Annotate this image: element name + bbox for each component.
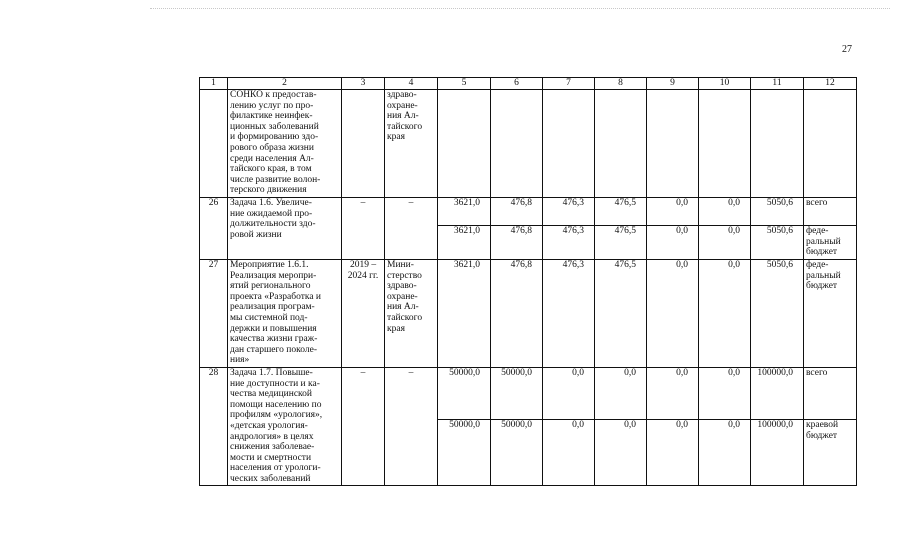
header-cell: 10 [699, 78, 751, 90]
description-cell: Мероприятие 1.6.1. Реализация меропри- ятий регионального проекта «Разработка и реализация програм- мы системной под- держки и повышения качества жизни граж- дан старшего поколе- ния» [228, 260, 342, 368]
total-cell: 5050,6 [751, 198, 804, 226]
value-cell: 0,0 [647, 226, 699, 260]
value-cell: 476,5 [595, 226, 647, 260]
value-cell: 476,8 [491, 260, 543, 368]
header-cell: 8 [595, 78, 647, 90]
value-cell: 0,0 [647, 260, 699, 368]
value-cell: 3621,0 [438, 260, 491, 368]
period-cell: 2019 – 2024 гг. [342, 260, 385, 368]
value-cell: 0,0 [647, 420, 699, 486]
header-cell: 6 [491, 78, 543, 90]
value-cell: 0,0 [699, 420, 751, 486]
executor-cell: здраво- охране- ния Ал- тайского края [385, 90, 438, 198]
value-cell: 0,0 [595, 420, 647, 486]
header-cell: 7 [543, 78, 595, 90]
header-cell: 9 [647, 78, 699, 90]
description-cell: Задача 1.7. Повыше- ние доступности и ка- чества медицинской помощи населению по профилям «урология», «детская урология- андрология» в целях снижения заболевае- мости и смертности населения от урологи- ческих заболеваний [228, 368, 342, 486]
value-cell: 476,3 [543, 260, 595, 368]
row-number-cell: 26 [200, 198, 228, 260]
value-cell: 0,0 [647, 198, 699, 226]
source-cell: краевой бюджет [804, 420, 857, 486]
value-cell: 0,0 [699, 368, 751, 420]
executor-cell: – [385, 198, 438, 260]
value-cell: 50000,0 [438, 368, 491, 420]
header-cell: 5 [438, 78, 491, 90]
table-row [200, 198, 857, 226]
page-number: 27 [842, 44, 852, 55]
total-cell: 5050,6 [751, 260, 804, 368]
period-cell [342, 90, 385, 198]
period-cell: – [342, 198, 385, 260]
value-cell: 476,3 [543, 198, 595, 226]
row-number-cell: 27 [200, 260, 228, 368]
value-cell: 476,5 [595, 198, 647, 226]
source-cell: феде- ральный бюджет [804, 260, 857, 368]
executor-cell: – [385, 368, 438, 486]
source-cell: всего [804, 368, 857, 420]
value-cell: 0,0 [595, 368, 647, 420]
value-cell: 476,8 [491, 198, 543, 226]
value-cell: 3621,0 [438, 198, 491, 226]
value-cell: 3621,0 [438, 226, 491, 260]
source-cell: феде- ральный бюджет [804, 226, 857, 260]
row-number-cell [200, 90, 228, 198]
total-cell: 100000,0 [751, 368, 804, 420]
value-cell: 0,0 [647, 368, 699, 420]
value-cell: 0,0 [699, 260, 751, 368]
scan-edge-line [150, 8, 890, 9]
header-cell: 1 [200, 78, 228, 90]
value-cell: 50000,0 [491, 420, 543, 486]
table-row [200, 260, 857, 368]
budget-table [199, 77, 857, 486]
total-cell: 100000,0 [751, 420, 804, 486]
header-cell: 2 [228, 78, 342, 90]
header-cell: 12 [804, 78, 857, 90]
executor-cell: Мини- стерство здраво- охране- ния Ал- тайского края [385, 260, 438, 368]
header-cell: 11 [751, 78, 804, 90]
total-cell: 5050,6 [751, 226, 804, 260]
table-row [200, 368, 857, 420]
value-cell: 0,0 [543, 420, 595, 486]
header-cell: 3 [342, 78, 385, 90]
value-cell: 0,0 [543, 368, 595, 420]
value-cell: 476,5 [595, 260, 647, 368]
value-cell: 50000,0 [438, 420, 491, 486]
row-number-cell: 28 [200, 368, 228, 486]
description-cell: Задача 1.6. Увеличе- ние ожидаемой про- должительности здо- ровой жизни [228, 198, 342, 260]
period-cell: – [342, 368, 385, 486]
header-row [200, 78, 857, 90]
header-cell: 4 [385, 78, 438, 90]
value-cell: 476,8 [491, 226, 543, 260]
value-cell: 0,0 [699, 226, 751, 260]
description-cell: СОНКО к предостав- лению услуг по про- филактике неинфек- ционных заболеваний и формированию здо- рового образа жизни среди населения Ал- тайского края, в том числе развитие волон- терского движения [228, 90, 342, 198]
value-cell: 50000,0 [491, 368, 543, 420]
source-cell: всего [804, 198, 857, 226]
table-row [200, 90, 857, 198]
value-cell: 0,0 [699, 198, 751, 226]
value-cell: 476,3 [543, 226, 595, 260]
